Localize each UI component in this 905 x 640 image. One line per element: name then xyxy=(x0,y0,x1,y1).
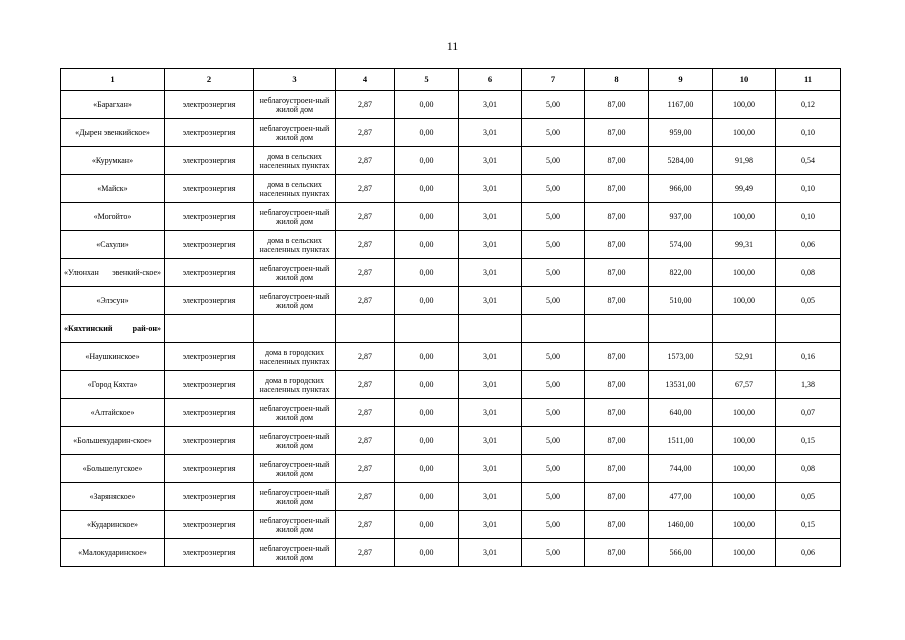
column-header: 9 xyxy=(649,69,713,91)
housing-type-cell: неблагоустроен-ный жилой дом xyxy=(254,203,336,231)
resource-cell: электроэнергия xyxy=(165,427,254,455)
value-cell-9: 822,00 xyxy=(649,259,713,287)
value-cell-9: 574,00 xyxy=(649,231,713,259)
value-cell-5: 0,00 xyxy=(395,483,459,511)
value-cell-7: 5,00 xyxy=(522,119,585,147)
value-cell-11: 1,38 xyxy=(776,371,841,399)
value-cell-11: 0,06 xyxy=(776,231,841,259)
value-cell-7: 5,00 xyxy=(522,427,585,455)
resource-cell: электроэнергия xyxy=(165,147,254,175)
value-cell-9: 744,00 xyxy=(649,455,713,483)
column-header: 7 xyxy=(522,69,585,91)
value-cell-6: 3,01 xyxy=(459,371,522,399)
value-cell-10: 100,00 xyxy=(713,511,776,539)
value-cell-4: 2,87 xyxy=(336,483,395,511)
table-row xyxy=(61,399,841,427)
value-cell-11: 0,10 xyxy=(776,175,841,203)
value-cell-7: 5,00 xyxy=(522,483,585,511)
value-cell-10: 52,91 xyxy=(713,343,776,371)
value-cell-4: 2,87 xyxy=(336,91,395,119)
value-cell-4: 2,87 xyxy=(336,231,395,259)
value-cell-8: 87,00 xyxy=(585,147,649,175)
value-cell-10: 100,00 xyxy=(713,287,776,315)
value-cell-11: 0,05 xyxy=(776,483,841,511)
value-cell-4: 2,87 xyxy=(336,539,395,567)
table-row xyxy=(61,371,841,399)
resource-cell: электроэнергия xyxy=(165,511,254,539)
value-cell-10: 100,00 xyxy=(713,427,776,455)
value-cell-4: 2,87 xyxy=(336,203,395,231)
value-cell-6: 3,01 xyxy=(459,231,522,259)
housing-type-cell: неблагоустроен-ный жилой дом xyxy=(254,259,336,287)
value-cell-10: 99,49 xyxy=(713,175,776,203)
table-row xyxy=(61,287,841,315)
value-cell-7: 5,00 xyxy=(522,343,585,371)
value-cell-8: 87,00 xyxy=(585,175,649,203)
table-row xyxy=(61,427,841,455)
value-cell-5: 0,00 xyxy=(395,231,459,259)
value-cell-5: 0,00 xyxy=(395,511,459,539)
housing-type-cell: дома в сельских населенных пунктах xyxy=(254,175,336,203)
value-cell-5: 0,00 xyxy=(395,259,459,287)
settlement-cell: «Майск» xyxy=(61,175,165,203)
value-cell-9 xyxy=(649,315,713,343)
value-cell-5: 0,00 xyxy=(395,539,459,567)
column-header: 6 xyxy=(459,69,522,91)
value-cell-5: 0,00 xyxy=(395,203,459,231)
value-cell-5: 0,00 xyxy=(395,287,459,315)
value-cell-9: 640,00 xyxy=(649,399,713,427)
table-row xyxy=(61,483,841,511)
settlement-cell: «Дырен эвенкийское» xyxy=(61,119,165,147)
value-cell-9: 1460,00 xyxy=(649,511,713,539)
value-cell-10: 100,00 xyxy=(713,119,776,147)
value-cell-9: 966,00 xyxy=(649,175,713,203)
value-cell-8: 87,00 xyxy=(585,483,649,511)
value-cell-4: 2,87 xyxy=(336,455,395,483)
value-cell-11: 0,12 xyxy=(776,91,841,119)
housing-type-cell: неблагоустроен-ный жилой дом xyxy=(254,287,336,315)
value-cell-5: 0,00 xyxy=(395,427,459,455)
table-row xyxy=(61,231,841,259)
value-cell-8: 87,00 xyxy=(585,343,649,371)
value-cell-10: 100,00 xyxy=(713,455,776,483)
value-cell-4: 2,87 xyxy=(336,287,395,315)
value-cell-7: 5,00 xyxy=(522,175,585,203)
value-cell-7: 5,00 xyxy=(522,91,585,119)
value-cell-5: 0,00 xyxy=(395,343,459,371)
value-cell-9: 510,00 xyxy=(649,287,713,315)
resource-cell xyxy=(165,315,254,343)
value-cell-6: 3,01 xyxy=(459,539,522,567)
resource-cell: электроэнергия xyxy=(165,259,254,287)
value-cell-9: 13531,00 xyxy=(649,371,713,399)
value-cell-8 xyxy=(585,315,649,343)
value-cell-6: 3,01 xyxy=(459,427,522,455)
value-cell-10: 67,57 xyxy=(713,371,776,399)
table-row xyxy=(61,511,841,539)
table-row xyxy=(61,259,841,287)
value-cell-9: 1573,00 xyxy=(649,343,713,371)
value-cell-7: 5,00 xyxy=(522,455,585,483)
value-cell-4: 2,87 xyxy=(336,399,395,427)
value-cell-9: 566,00 xyxy=(649,539,713,567)
value-cell-11: 0,54 xyxy=(776,147,841,175)
value-cell-11: 0,16 xyxy=(776,343,841,371)
value-cell-6: 3,01 xyxy=(459,455,522,483)
value-cell-8: 87,00 xyxy=(585,203,649,231)
value-cell-10: 100,00 xyxy=(713,483,776,511)
resource-cell: электроэнергия xyxy=(165,343,254,371)
housing-type-cell: дома в сельских населенных пунктах xyxy=(254,231,336,259)
value-cell-9: 1167,00 xyxy=(649,91,713,119)
resource-cell: электроэнергия xyxy=(165,175,254,203)
value-cell-8: 87,00 xyxy=(585,539,649,567)
table-row xyxy=(61,119,841,147)
value-cell-7: 5,00 xyxy=(522,231,585,259)
table-row xyxy=(61,91,841,119)
value-cell-6: 3,01 xyxy=(459,175,522,203)
value-cell-9: 959,00 xyxy=(649,119,713,147)
value-cell-10: 99,31 xyxy=(713,231,776,259)
value-cell-11: 0,10 xyxy=(776,119,841,147)
value-cell-8: 87,00 xyxy=(585,119,649,147)
settlement-cell: «Большекударин-ское» xyxy=(61,427,165,455)
settlement-cell: «Барагхан» xyxy=(61,91,165,119)
settlement-cell: «Могойто» xyxy=(61,203,165,231)
resource-cell: электроэнергия xyxy=(165,287,254,315)
value-cell-11: 0,07 xyxy=(776,399,841,427)
value-cell-7 xyxy=(522,315,585,343)
resource-cell: электроэнергия xyxy=(165,231,254,259)
table-row xyxy=(61,343,841,371)
value-cell-5: 0,00 xyxy=(395,455,459,483)
value-cell-4: 2,87 xyxy=(336,511,395,539)
resource-cell: электроэнергия xyxy=(165,203,254,231)
housing-type-cell: неблагоустроен-ный жилой дом xyxy=(254,511,336,539)
settlement-cell: «Кударинское» xyxy=(61,511,165,539)
value-cell-4 xyxy=(336,315,395,343)
settlement-cell: «Элэсун» xyxy=(61,287,165,315)
value-cell-7: 5,00 xyxy=(522,539,585,567)
resource-cell: электроэнергия xyxy=(165,455,254,483)
column-header: 1 xyxy=(61,69,165,91)
value-cell-8: 87,00 xyxy=(585,259,649,287)
value-cell-10: 91,98 xyxy=(713,147,776,175)
table-row xyxy=(61,175,841,203)
settlement-cell: «Большелугское» xyxy=(61,455,165,483)
value-cell-7: 5,00 xyxy=(522,371,585,399)
value-cell-4: 2,87 xyxy=(336,259,395,287)
value-cell-6: 3,01 xyxy=(459,343,522,371)
value-cell-8: 87,00 xyxy=(585,91,649,119)
settlement-cell: «Заряняское» xyxy=(61,483,165,511)
settlement-cell: «Курумкан» xyxy=(61,147,165,175)
page-number: 11 xyxy=(446,39,459,53)
resource-cell: электроэнергия xyxy=(165,539,254,567)
housing-type-cell: неблагоустроен-ный жилой дом xyxy=(254,119,336,147)
housing-type-cell: дома в городских населенных пунктах xyxy=(254,343,336,371)
resource-cell: электроэнергия xyxy=(165,399,254,427)
column-header: 2 xyxy=(165,69,254,91)
value-cell-9: 5284,00 xyxy=(649,147,713,175)
column-header: 11 xyxy=(776,69,841,91)
housing-type-cell: неблагоустроен-ный жилой дом xyxy=(254,399,336,427)
value-cell-4: 2,87 xyxy=(336,427,395,455)
value-cell-5: 0,00 xyxy=(395,119,459,147)
column-header: 8 xyxy=(585,69,649,91)
column-header: 10 xyxy=(713,69,776,91)
value-cell-6: 3,01 xyxy=(459,511,522,539)
value-cell-6: 3,01 xyxy=(459,203,522,231)
settlement-cell: «Сахули» xyxy=(61,231,165,259)
table-row xyxy=(61,147,841,175)
column-header: 5 xyxy=(395,69,459,91)
value-cell-11: 0,15 xyxy=(776,427,841,455)
value-cell-8: 87,00 xyxy=(585,399,649,427)
value-cell-4: 2,87 xyxy=(336,119,395,147)
table-body xyxy=(61,91,841,567)
value-cell-8: 87,00 xyxy=(585,231,649,259)
table-row xyxy=(61,455,841,483)
value-cell-6: 3,01 xyxy=(459,119,522,147)
value-cell-11: 0,10 xyxy=(776,203,841,231)
settlement-cell: «Малокударинское» xyxy=(61,539,165,567)
value-cell-8: 87,00 xyxy=(585,455,649,483)
value-cell-11 xyxy=(776,315,841,343)
value-cell-10: 100,00 xyxy=(713,91,776,119)
value-cell-10: 100,00 xyxy=(713,539,776,567)
housing-type-cell: неблагоустроен-ный жилой дом xyxy=(254,91,336,119)
value-cell-6: 3,01 xyxy=(459,399,522,427)
resource-cell: электроэнергия xyxy=(165,371,254,399)
value-cell-5 xyxy=(395,315,459,343)
value-cell-6: 3,01 xyxy=(459,287,522,315)
tariff-table xyxy=(60,68,841,567)
value-cell-10: 100,00 xyxy=(713,203,776,231)
section-row xyxy=(61,315,841,343)
resource-cell: электроэнергия xyxy=(165,91,254,119)
value-cell-8: 87,00 xyxy=(585,287,649,315)
value-cell-5: 0,00 xyxy=(395,147,459,175)
value-cell-4: 2,87 xyxy=(336,371,395,399)
value-cell-8: 87,00 xyxy=(585,371,649,399)
housing-type-cell: неблагоустроен-ный жилой дом xyxy=(254,539,336,567)
value-cell-8: 87,00 xyxy=(585,427,649,455)
settlement-cell: «Алтайское» xyxy=(61,399,165,427)
housing-type-cell: неблагоустроен-ный жилой дом xyxy=(254,455,336,483)
value-cell-10 xyxy=(713,315,776,343)
column-header: 3 xyxy=(254,69,336,91)
value-cell-11: 0,08 xyxy=(776,259,841,287)
value-cell-7: 5,00 xyxy=(522,259,585,287)
table-row xyxy=(61,539,841,567)
value-cell-7: 5,00 xyxy=(522,511,585,539)
value-cell-9: 937,00 xyxy=(649,203,713,231)
header-row xyxy=(61,69,841,91)
value-cell-6: 3,01 xyxy=(459,483,522,511)
value-cell-4: 2,87 xyxy=(336,343,395,371)
value-cell-7: 5,00 xyxy=(522,147,585,175)
value-cell-10: 100,00 xyxy=(713,259,776,287)
settlement-cell: «Кяхтинский рай-он» xyxy=(61,315,165,343)
value-cell-4: 2,87 xyxy=(336,175,395,203)
column-header: 4 xyxy=(336,69,395,91)
resource-cell: электроэнергия xyxy=(165,119,254,147)
value-cell-9: 477,00 xyxy=(649,483,713,511)
settlement-cell: «Город Кяхта» xyxy=(61,371,165,399)
value-cell-6: 3,01 xyxy=(459,147,522,175)
settlement-cell: «Улюнхан эвенкий-ское» xyxy=(61,259,165,287)
value-cell-5: 0,00 xyxy=(395,175,459,203)
value-cell-11: 0,08 xyxy=(776,455,841,483)
housing-type-cell: неблагоустроен-ный жилой дом xyxy=(254,483,336,511)
value-cell-5: 0,00 xyxy=(395,91,459,119)
value-cell-11: 0,05 xyxy=(776,287,841,315)
housing-type-cell: неблагоустроен-ный жилой дом xyxy=(254,427,336,455)
housing-type-cell: дома в сельских населенных пунктах xyxy=(254,147,336,175)
table-row xyxy=(61,203,841,231)
value-cell-10: 100,00 xyxy=(713,399,776,427)
value-cell-5: 0,00 xyxy=(395,371,459,399)
housing-type-cell xyxy=(254,315,336,343)
value-cell-4: 2,87 xyxy=(336,147,395,175)
settlement-cell: «Наушкинское» xyxy=(61,343,165,371)
value-cell-11: 0,15 xyxy=(776,511,841,539)
value-cell-7: 5,00 xyxy=(522,287,585,315)
value-cell-7: 5,00 xyxy=(522,203,585,231)
value-cell-11: 0,06 xyxy=(776,539,841,567)
value-cell-5: 0,00 xyxy=(395,399,459,427)
value-cell-6: 3,01 xyxy=(459,91,522,119)
value-cell-8: 87,00 xyxy=(585,511,649,539)
value-cell-6: 3,01 xyxy=(459,259,522,287)
housing-type-cell: дома в городских населенных пунктах xyxy=(254,371,336,399)
resource-cell: электроэнергия xyxy=(165,483,254,511)
value-cell-7: 5,00 xyxy=(522,399,585,427)
value-cell-6 xyxy=(459,315,522,343)
value-cell-9: 1511,00 xyxy=(649,427,713,455)
